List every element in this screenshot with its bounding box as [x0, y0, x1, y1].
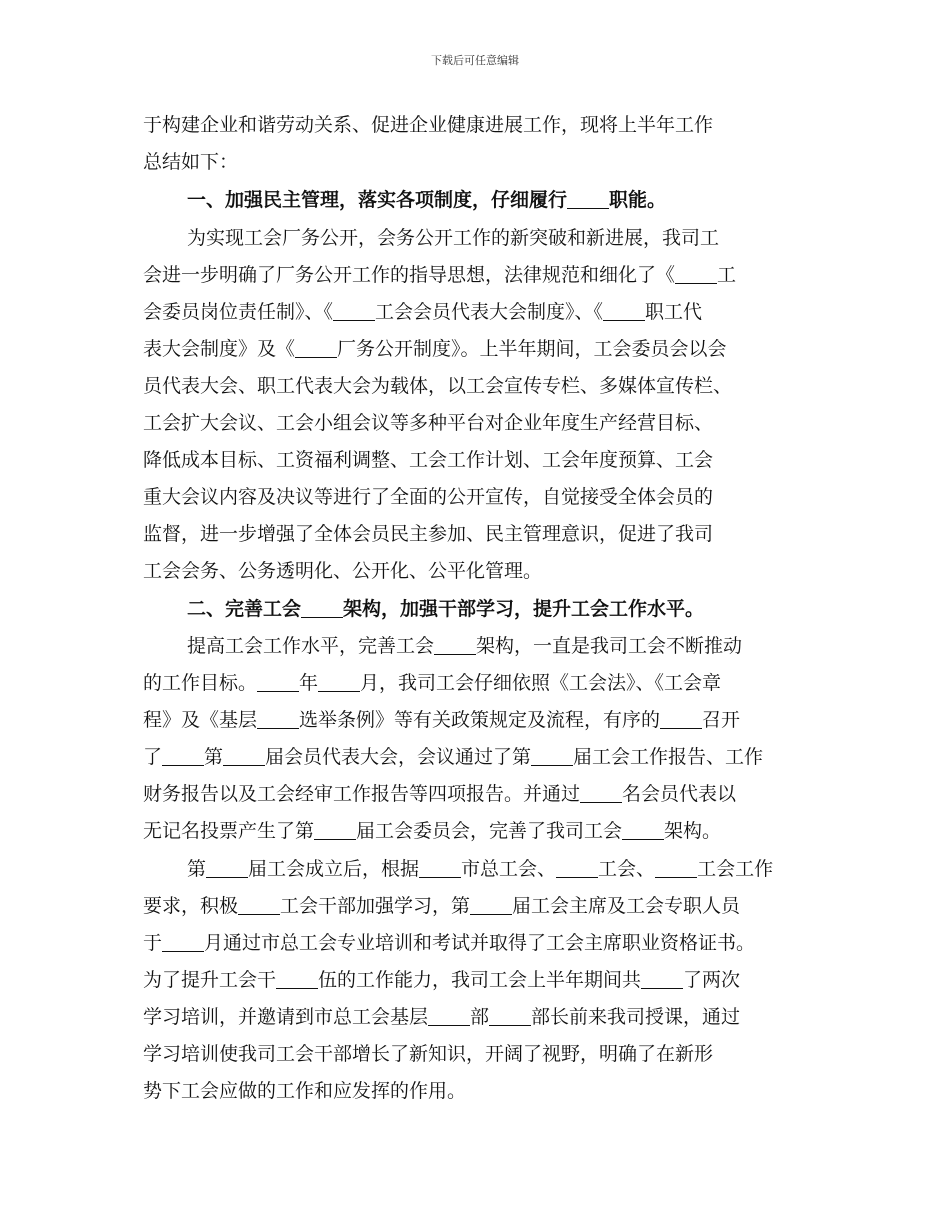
paragraph-line: [143, 482, 803, 512]
paragraph-line: [187, 223, 803, 253]
paragraph-line: [143, 334, 803, 364]
text-segment: 于: [143, 932, 163, 954]
text-segment: 为了提升工会干: [143, 969, 277, 991]
paragraph-line: [143, 260, 803, 290]
text-segment: 势下工会应做的工作和应发挥的作用。: [143, 1080, 467, 1102]
text-segment: 第: [187, 858, 207, 880]
text-segment: 选举条例》等有关政策规定及流程，有序的: [299, 709, 661, 731]
text-segment: 会进一步明确了厂务公开工作的指导思想，法律规范和细化了《: [143, 264, 676, 286]
text-segment: 架构，一直是我司工会不断推动: [476, 635, 743, 657]
text-segment: 学习培训使我司工会干部增长了新知识，开阔了视野，明确了在新形: [143, 1043, 714, 1065]
text-segment: 工会、: [598, 858, 656, 880]
text-segment: 工会会员代表大会制度》、《: [375, 301, 604, 323]
text-segment: 职工代: [645, 301, 703, 323]
paragraph-line: [143, 928, 803, 958]
blank-underline: [238, 895, 280, 915]
blank-underline: [531, 746, 573, 766]
blank-underline: [206, 858, 248, 878]
blank-underline: [318, 672, 360, 692]
text-segment: 二、完善工会: [187, 598, 302, 620]
blank-underline: [223, 746, 265, 766]
text-segment: 伍的工作能力，我司工会上半年期间共: [318, 969, 642, 991]
text-segment: 届工会工作报告、工作: [573, 746, 764, 768]
text-segment: 职能。: [609, 189, 667, 211]
text-segment: 的工作目标。: [143, 672, 258, 694]
text-segment: 员代表大会、职工代表大会为载体，以工会宣传专栏、多媒体宣传栏、: [143, 375, 733, 397]
blank-underline: [295, 338, 337, 358]
paragraph-line: [143, 779, 803, 809]
paragraph-line: [143, 371, 803, 401]
blank-underline: [276, 969, 318, 989]
text-segment: 市总工会、: [461, 858, 557, 880]
text-segment: 月通过市总工会专业培训和考试并取得了工会主席职业资格证书。: [204, 932, 756, 954]
paragraph-line: [143, 1002, 803, 1032]
paragraph-line: [143, 705, 803, 735]
text-segment: 要求，积极: [143, 895, 239, 917]
paragraph-line: [143, 519, 803, 549]
blank-underline: [603, 301, 645, 321]
text-segment: 会委员岗位责任制》、《: [143, 301, 334, 323]
paragraph-line: [143, 965, 803, 995]
text-segment: 第: [204, 746, 224, 768]
section-heading: [187, 185, 803, 215]
paragraph-line: [143, 742, 803, 772]
paragraph-line: [143, 1076, 803, 1106]
text-segment: 表大会制度》及《: [143, 338, 296, 360]
blank-underline: [556, 858, 598, 878]
text-segment: 了两次: [683, 969, 741, 991]
paragraph-line: [187, 854, 803, 884]
text-segment: 厂务公开制度》。上半年期间，工会委员会以会: [337, 338, 727, 360]
blank-underline: [257, 709, 299, 729]
text-segment: 重大会议内容及决议等进行了全面的公开宣传，自觉接受全体会员的: [143, 486, 714, 508]
text-segment: 召开: [702, 709, 741, 731]
paragraph-line: [143, 816, 803, 846]
blank-underline: [419, 858, 461, 878]
text-segment: 工: [717, 264, 737, 286]
text-segment: 届会员代表大会，会议通过了第: [265, 746, 532, 768]
blank-underline: [580, 783, 622, 803]
paragraph-line: [187, 631, 803, 661]
text-segment: 工会扩大会议、工会小组会议等多种平台对企业年度生产经营目标、: [143, 412, 714, 434]
text-segment: 年: [299, 672, 319, 694]
text-segment: 月，我司工会仔细依照《工会法》、《工会章: [360, 672, 722, 694]
blank-underline: [301, 598, 343, 618]
blank-underline: [333, 301, 375, 321]
paragraph-line: [143, 556, 803, 586]
blank-underline: [428, 1006, 470, 1026]
blank-underline: [257, 672, 299, 692]
text-segment: 工会会务、公务透明化、公开化、公平化管理。: [143, 560, 543, 582]
text-segment: 监督，进一步增强了全体会员民主参加、民主管理意识，促进了我司: [143, 523, 714, 545]
blank-underline: [660, 709, 702, 729]
text-segment: 总结如下：: [143, 151, 239, 173]
text-segment: 财务报告以及工会经审工作报告等四项报告。并通过: [143, 783, 581, 805]
text-segment: 程》及《基层: [143, 709, 258, 731]
blank-underline: [470, 895, 512, 915]
text-segment: 工会工作: [697, 858, 774, 880]
text-segment: 于构建企业和谐劳动关系、促进企业健康进展工作，现将上半年工作: [143, 114, 714, 136]
paragraph-line: [143, 147, 803, 177]
text-segment: 架构，加强干部学习，提升工会工作水平。: [343, 598, 705, 620]
blank-underline: [489, 1006, 531, 1026]
text-segment: 了: [143, 746, 163, 768]
paragraph-line: [143, 1039, 803, 1069]
blank-underline: [567, 189, 609, 209]
page-header: 下载后可任意编辑: [431, 54, 519, 67]
text-segment: 架构。: [664, 820, 722, 842]
blank-underline: [641, 969, 683, 989]
text-segment: 届工会成立后，根据: [248, 858, 420, 880]
paragraph-line: [143, 408, 803, 438]
blank-underline: [314, 820, 356, 840]
paragraph-line: [143, 891, 803, 921]
text-segment: 届工会委员会，完善了我司工会: [356, 820, 623, 842]
text-segment: 名会员代表以: [622, 783, 737, 805]
paragraph-line: [143, 110, 803, 140]
text-segment: 一、加强民主管理，落实各项制度，仔细履行: [187, 189, 568, 211]
text-segment: 部: [470, 1006, 490, 1028]
text-segment: 部长前来我司授课，通过: [531, 1006, 741, 1028]
text-segment: 工会干部加强学习，第: [280, 895, 471, 917]
blank-underline: [655, 858, 697, 878]
text-segment: 届工会主席及工会专职人员: [512, 895, 741, 917]
blank-underline: [162, 746, 204, 766]
text-segment: 降低成本目标、工资福利调整、工会工作计划、工会年度预算、工会: [143, 449, 714, 471]
blank-underline: [162, 932, 204, 952]
paragraph-line: [143, 297, 803, 327]
blank-underline: [434, 635, 476, 655]
blank-underline: [675, 264, 717, 284]
blank-underline: [622, 820, 664, 840]
paragraph-line: [143, 445, 803, 475]
text-segment: 为实现工会厂务公开，会务公开工作的新突破和新进展，我司工: [187, 227, 720, 249]
paragraph-line: [143, 668, 803, 698]
text-segment: 学习培训，并邀请到市总工会基层: [143, 1006, 429, 1028]
section-heading: [187, 594, 803, 624]
text-segment: 提高工会工作水平，完善工会: [187, 635, 435, 657]
text-segment: 无记名投票产生了第: [143, 820, 315, 842]
